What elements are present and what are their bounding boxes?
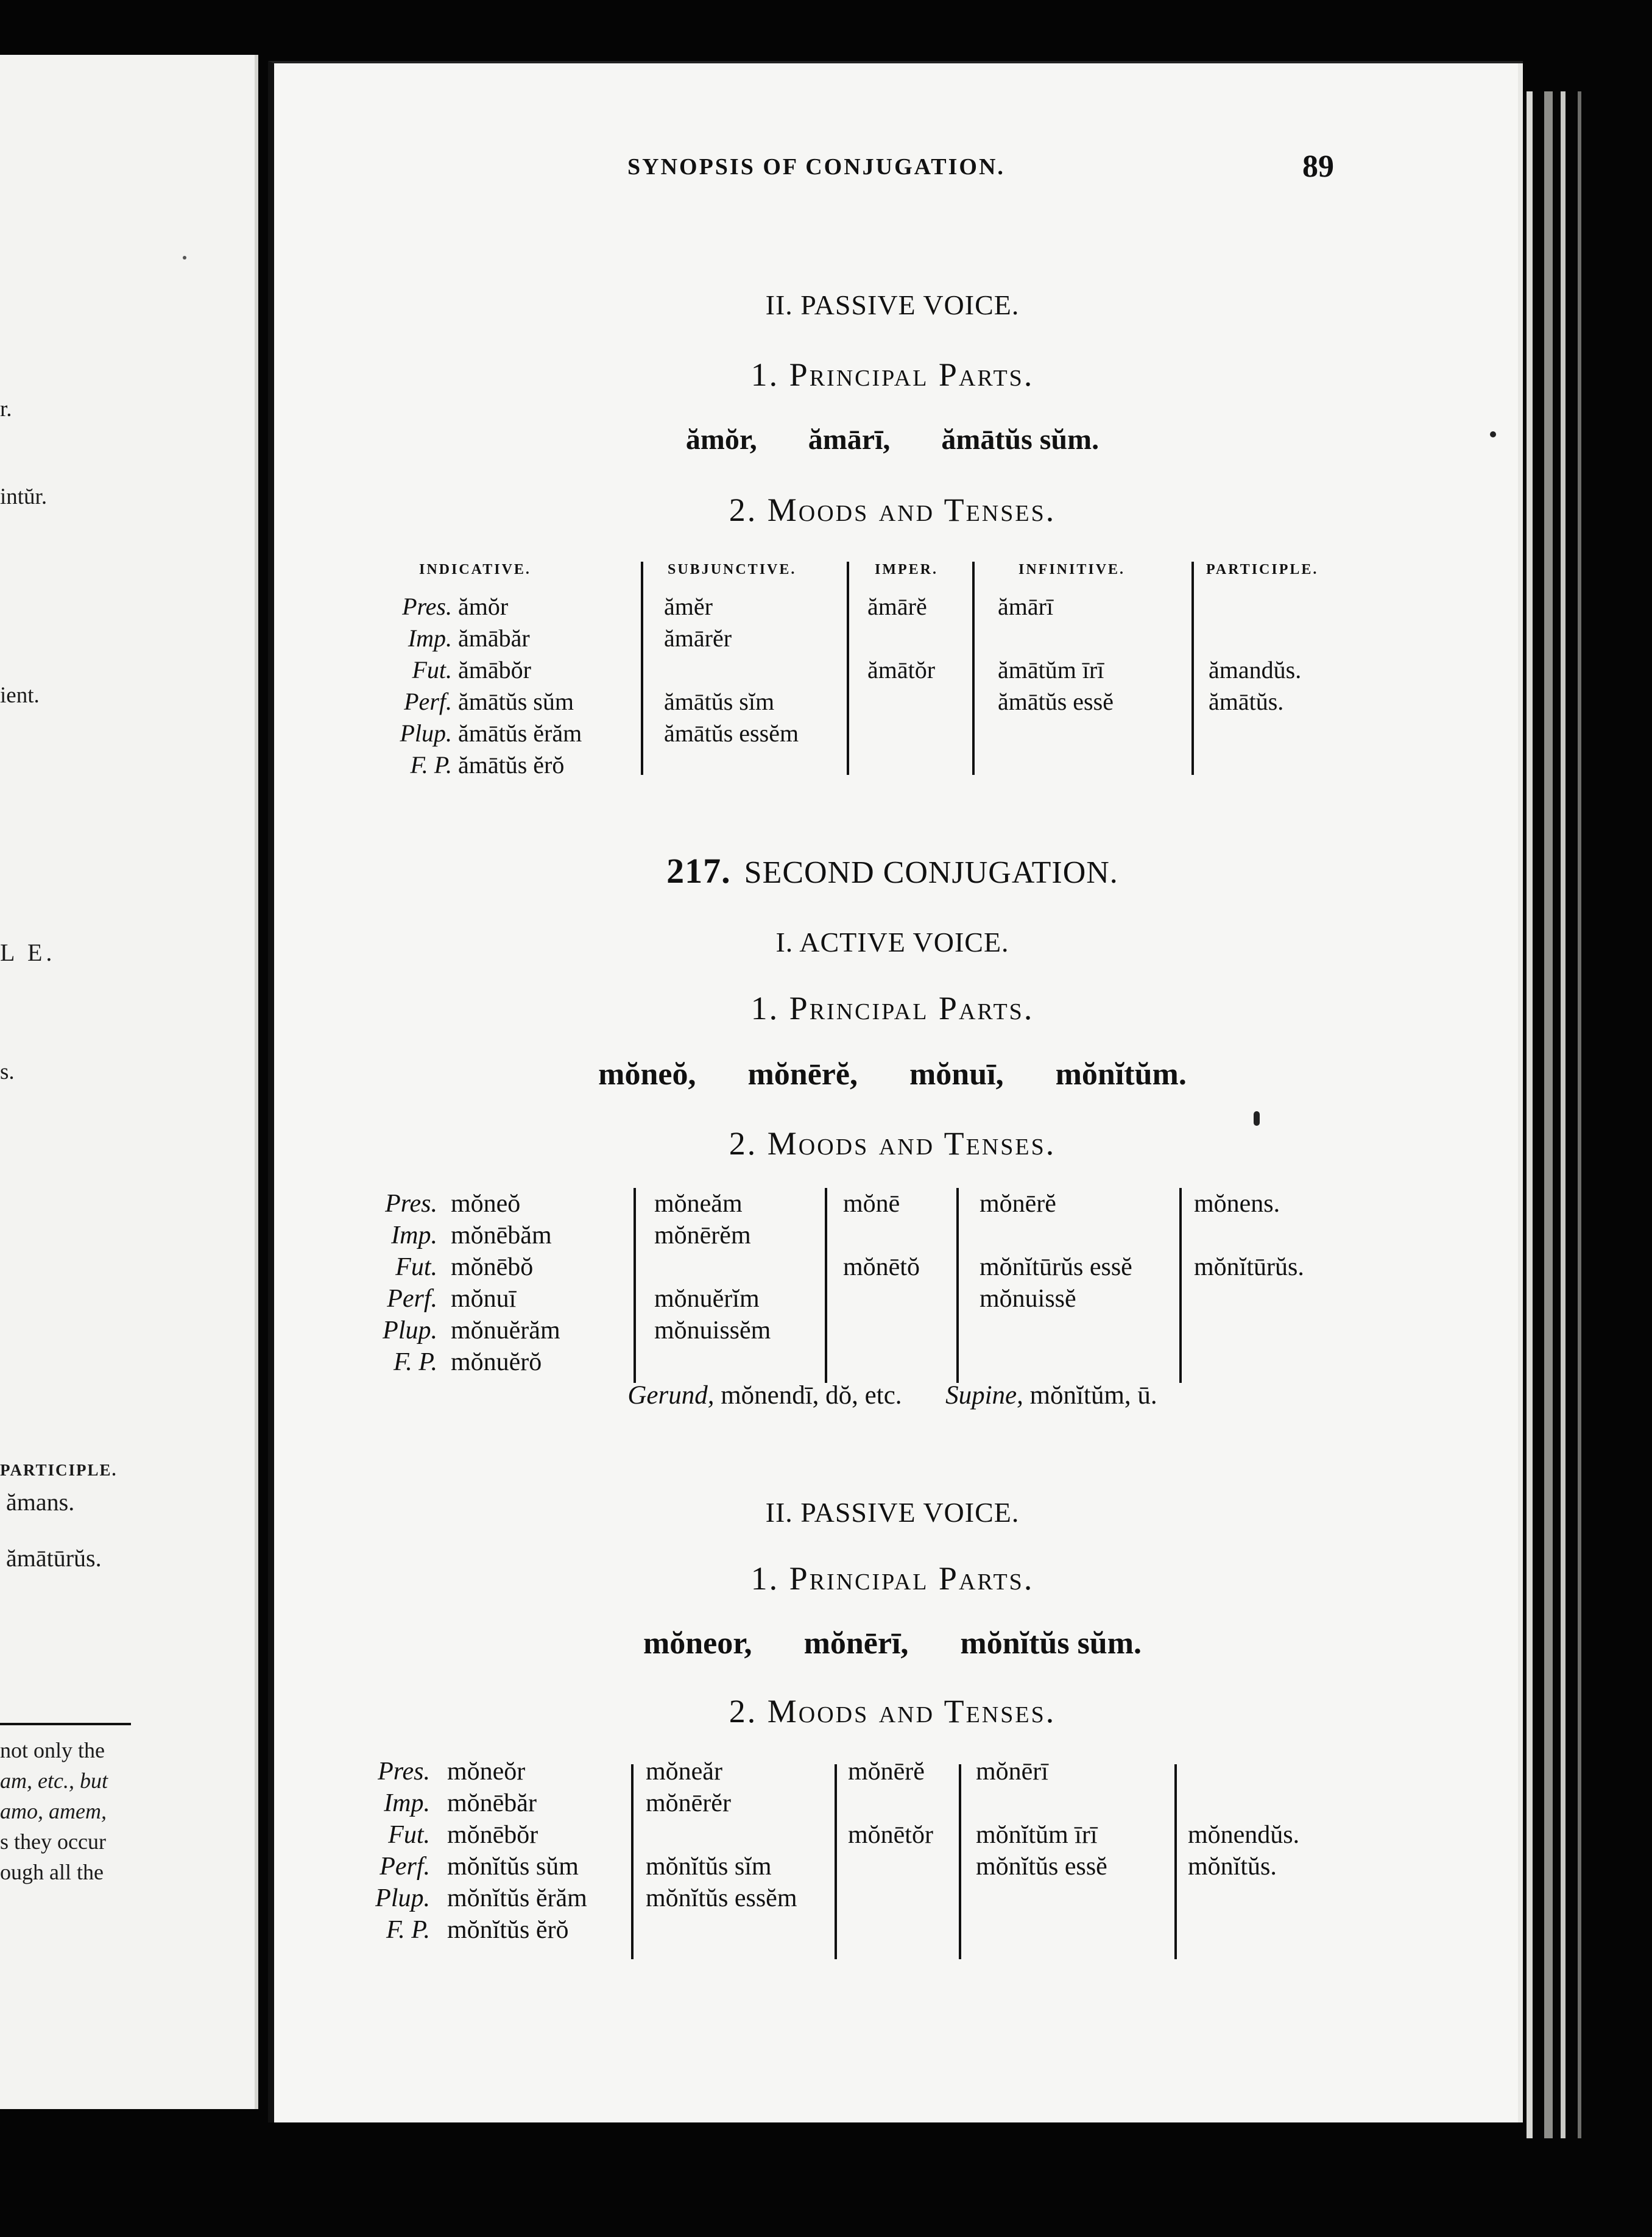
indicative-column [458,591,582,781]
page-edge [1527,91,1533,2138]
moods-heading: 2. Moods and Tenses. [729,1693,1056,1730]
column-divider [1179,1188,1182,1383]
imperative-column [843,1188,920,1283]
moods-heading: 2. Moods and Tenses. [729,1125,1056,1162]
column-header-indicative: INDICATIVE. [419,562,531,578]
section-number: 217. [666,851,731,891]
left-fragment: intŭr. [0,484,48,509]
form [848,1787,933,1819]
principal-part: mŏnērī, [803,1626,909,1661]
principal-part: ămātŭs sŭm. [941,423,1100,456]
left-fragment: ămans. [6,1488,75,1516]
form: mŏnĭtŭs. [1188,1853,1277,1881]
ink-speck [1490,431,1496,437]
tense-label: Perf. [387,1285,437,1313]
form: mŏnĭtŭs essĕm [646,1884,797,1912]
form: mŏnērĕm [654,1221,751,1249]
column-header-imperative: IMPER. [875,562,938,578]
form: mŏnĭtŭs essĕ [976,1853,1107,1881]
form: ămātŏr [867,656,936,684]
form: mŏnētŏ [843,1253,920,1281]
principal-parts-line [268,423,1517,456]
tense-label: Pres. [385,1190,437,1218]
form: mŏneăm [654,1190,743,1218]
left-fragment: L E. [0,939,56,966]
form: ămārĕr [664,624,732,652]
principal-part: mŏnĭtŭm. [1055,1057,1187,1092]
form [867,686,935,718]
gerund-label: Gerund, [627,1381,715,1410]
form: mŏnĭtūrŭs essĕ [980,1253,1132,1281]
form: mŏneăr [646,1758,722,1786]
form: ămandŭs. [1209,656,1302,684]
form [664,749,799,781]
form [646,1819,797,1851]
form: mŏnērĕ [980,1190,1056,1218]
tense-label: Plup. [375,1884,430,1912]
column-divider [1191,562,1194,775]
form: mŏnuissĕ [980,1285,1076,1313]
left-fragment: r. [0,397,12,422]
left-fragment: ămātūrŭs. [6,1544,102,1572]
principal-parts-line [268,1625,1517,1661]
column-divider [959,1764,961,1959]
tense-label: Imp. [408,624,452,652]
tense-label: Perf. [404,688,452,715]
column-divider [1174,1764,1177,1959]
form: mŏneŏr [447,1758,526,1786]
principal-part: mŏnērĕ, [747,1057,858,1092]
form [1188,1756,1299,1787]
running-head: SYNOPSIS OF CONJUGATION. [627,154,1005,180]
principal-part: mŏneor, [643,1626,752,1661]
infinitive-column [980,1188,1132,1315]
tense-label: Imp. [391,1221,437,1249]
voice-heading: II. PASSIVE VOICE. [765,289,1020,320]
form: mŏnēbăr [447,1789,537,1817]
principal-part: ămŏr, [685,423,757,456]
tense-label: Fut. [395,1253,437,1281]
column-header-participle: PARTICIPLE. [1206,562,1319,578]
form: mŏnēbŏ [451,1253,534,1281]
principal-part: mŏnuī, [909,1057,1004,1092]
form [1194,1220,1304,1251]
form: mŏnēbŏr [447,1821,538,1849]
left-page [0,55,258,2109]
principal-parts-heading: 1. Principal Parts. [750,356,1034,393]
page-edge [1561,91,1566,2138]
left-fragment: ient. [0,683,40,708]
footnote-rule [0,1723,131,1725]
form: mŏnuissĕm [654,1316,771,1345]
tense-label: F. P. [410,751,452,779]
form: mŏnuĕrăm [451,1316,560,1345]
moods-heading: 2. Moods and Tenses. [729,492,1056,528]
infinitive-column [976,1756,1107,1882]
tense-label: Fut. [412,656,452,684]
form: ămātŭs sŭm [458,688,574,715]
form [1188,1787,1299,1819]
tense-label: Imp. [384,1789,430,1817]
form: ămŏr [458,593,509,620]
form: mŏnens. [1194,1190,1280,1218]
page-edge [1578,91,1581,2138]
form: mŏnuī [451,1285,517,1313]
form: mŏnĭtŭs sŭm [447,1853,579,1881]
participle-column [1188,1756,1299,1882]
participle-column [1194,1188,1304,1283]
tense-labels [339,1756,430,1946]
principal-parts-heading: 1. Principal Parts. [750,1560,1034,1597]
form [664,654,799,686]
participle-column [1209,591,1301,718]
principal-part: mŏnĭtŭs sŭm. [960,1626,1142,1661]
tense-label: Plup. [383,1316,437,1345]
voice-heading: II. PASSIVE VOICE. [765,1497,1020,1528]
page-number: 89 [1302,149,1334,184]
tense-label: Fut. [388,1821,430,1849]
form: mŏnĭtŭs ĕrăm [447,1884,587,1912]
tense-label: Perf. [379,1853,430,1881]
tense-label: Pres. [378,1758,430,1786]
tense-label: F. P. [386,1916,430,1944]
page-edge [1544,91,1553,2138]
gerund-supine-line [268,1380,1517,1410]
subjunctive-column [664,591,799,781]
column-divider [825,1188,827,1383]
supine-label: Supine, [945,1381,1023,1410]
subjunctive-column [654,1188,771,1346]
column-divider [634,1188,636,1383]
form: mŏnē [843,1190,900,1218]
subjunctive-column [646,1756,797,1914]
form [980,1220,1132,1251]
infinitive-column [998,591,1114,718]
tense-label: F. P. [394,1348,437,1376]
footnote-line: not only the [0,1738,105,1762]
form [998,623,1114,654]
footnote-line: ough all the [0,1860,104,1884]
form [1209,623,1301,654]
form: mŏnērĕr [646,1789,731,1817]
voice-heading: I. ACTIVE VOICE. [775,927,1009,958]
tense-labels [346,1188,437,1378]
form: mŏnĭtŭm īrī [976,1821,1098,1849]
principal-part: mŏneŏ, [598,1057,696,1092]
column-divider [972,562,975,775]
ink-speck [183,256,186,260]
form: mŏneŏ [451,1190,521,1218]
section-heading [268,850,1517,891]
form: ămātŭs sĭm [664,688,775,715]
column-header-subjunctive: SUBJUNCTIVE. [668,562,797,578]
indicative-column [447,1756,587,1946]
principal-parts-heading: 1. Principal Parts. [750,990,1034,1027]
indicative-column [451,1188,560,1378]
column-divider [847,562,849,775]
form [1209,591,1301,623]
form: mŏnēbăm [451,1221,552,1249]
footnote-line: am, etc., but [0,1769,108,1793]
gerund-forms: mŏnendī, dŏ, etc. [721,1381,902,1410]
form: mŏnētŏr [848,1821,933,1849]
column-divider [641,562,643,775]
supine-forms: mŏnĭtŭm, ū. [1029,1381,1157,1410]
form: mŏnĭtŭs sĭm [646,1853,772,1881]
principal-parts-line [268,1056,1517,1092]
form: ămārī [998,593,1054,620]
form: mŏnuĕrŏ [451,1348,542,1376]
form: ămātŭs. [1209,688,1284,715]
tense-label: Plup. [400,719,452,747]
tense-label: Pres. [402,593,452,620]
imperative-column [867,591,935,718]
form [976,1787,1107,1819]
column-divider [631,1764,634,1959]
form: ămābŏr [458,656,531,684]
form [654,1251,771,1283]
form: ămābăr [458,624,530,652]
form: mŏnendŭs. [1188,1821,1300,1849]
form: ămārĕ [867,593,927,620]
form [843,1220,920,1251]
column-header-infinitive: INFINITIVE. [1018,562,1126,578]
form: mŏnĭtŭs ĕrŏ [447,1916,569,1944]
form: mŏnĭtūrŭs. [1194,1253,1304,1281]
form [867,623,935,654]
column-divider [835,1764,837,1959]
footnote-line: s they occur [0,1829,106,1854]
form: mŏnērĕ [848,1758,925,1786]
tense-labels [361,591,452,781]
form: ămĕr [664,593,713,620]
form: ămātŭm īrī [998,656,1104,684]
ink-speck [1254,1111,1260,1126]
column-divider [956,1188,959,1383]
form: ămātŭs essĕ [998,688,1114,715]
form: mŏnuĕrĭm [654,1285,760,1313]
form: mŏnērī [976,1758,1048,1786]
principal-part: ămārī, [808,423,891,456]
form: ămātŭs ĕrŏ [458,751,565,779]
imperative-column [848,1756,933,1851]
left-fragment: s. [0,1059,15,1084]
form: ămātŭs ĕrăm [458,719,582,747]
form: ămātŭs essĕm [664,719,799,747]
footnote-line: amo, amem, [0,1799,107,1823]
left-fragment: PARTICIPLE. [0,1461,118,1479]
section-title: SECOND CONJUGATION. [744,855,1118,890]
